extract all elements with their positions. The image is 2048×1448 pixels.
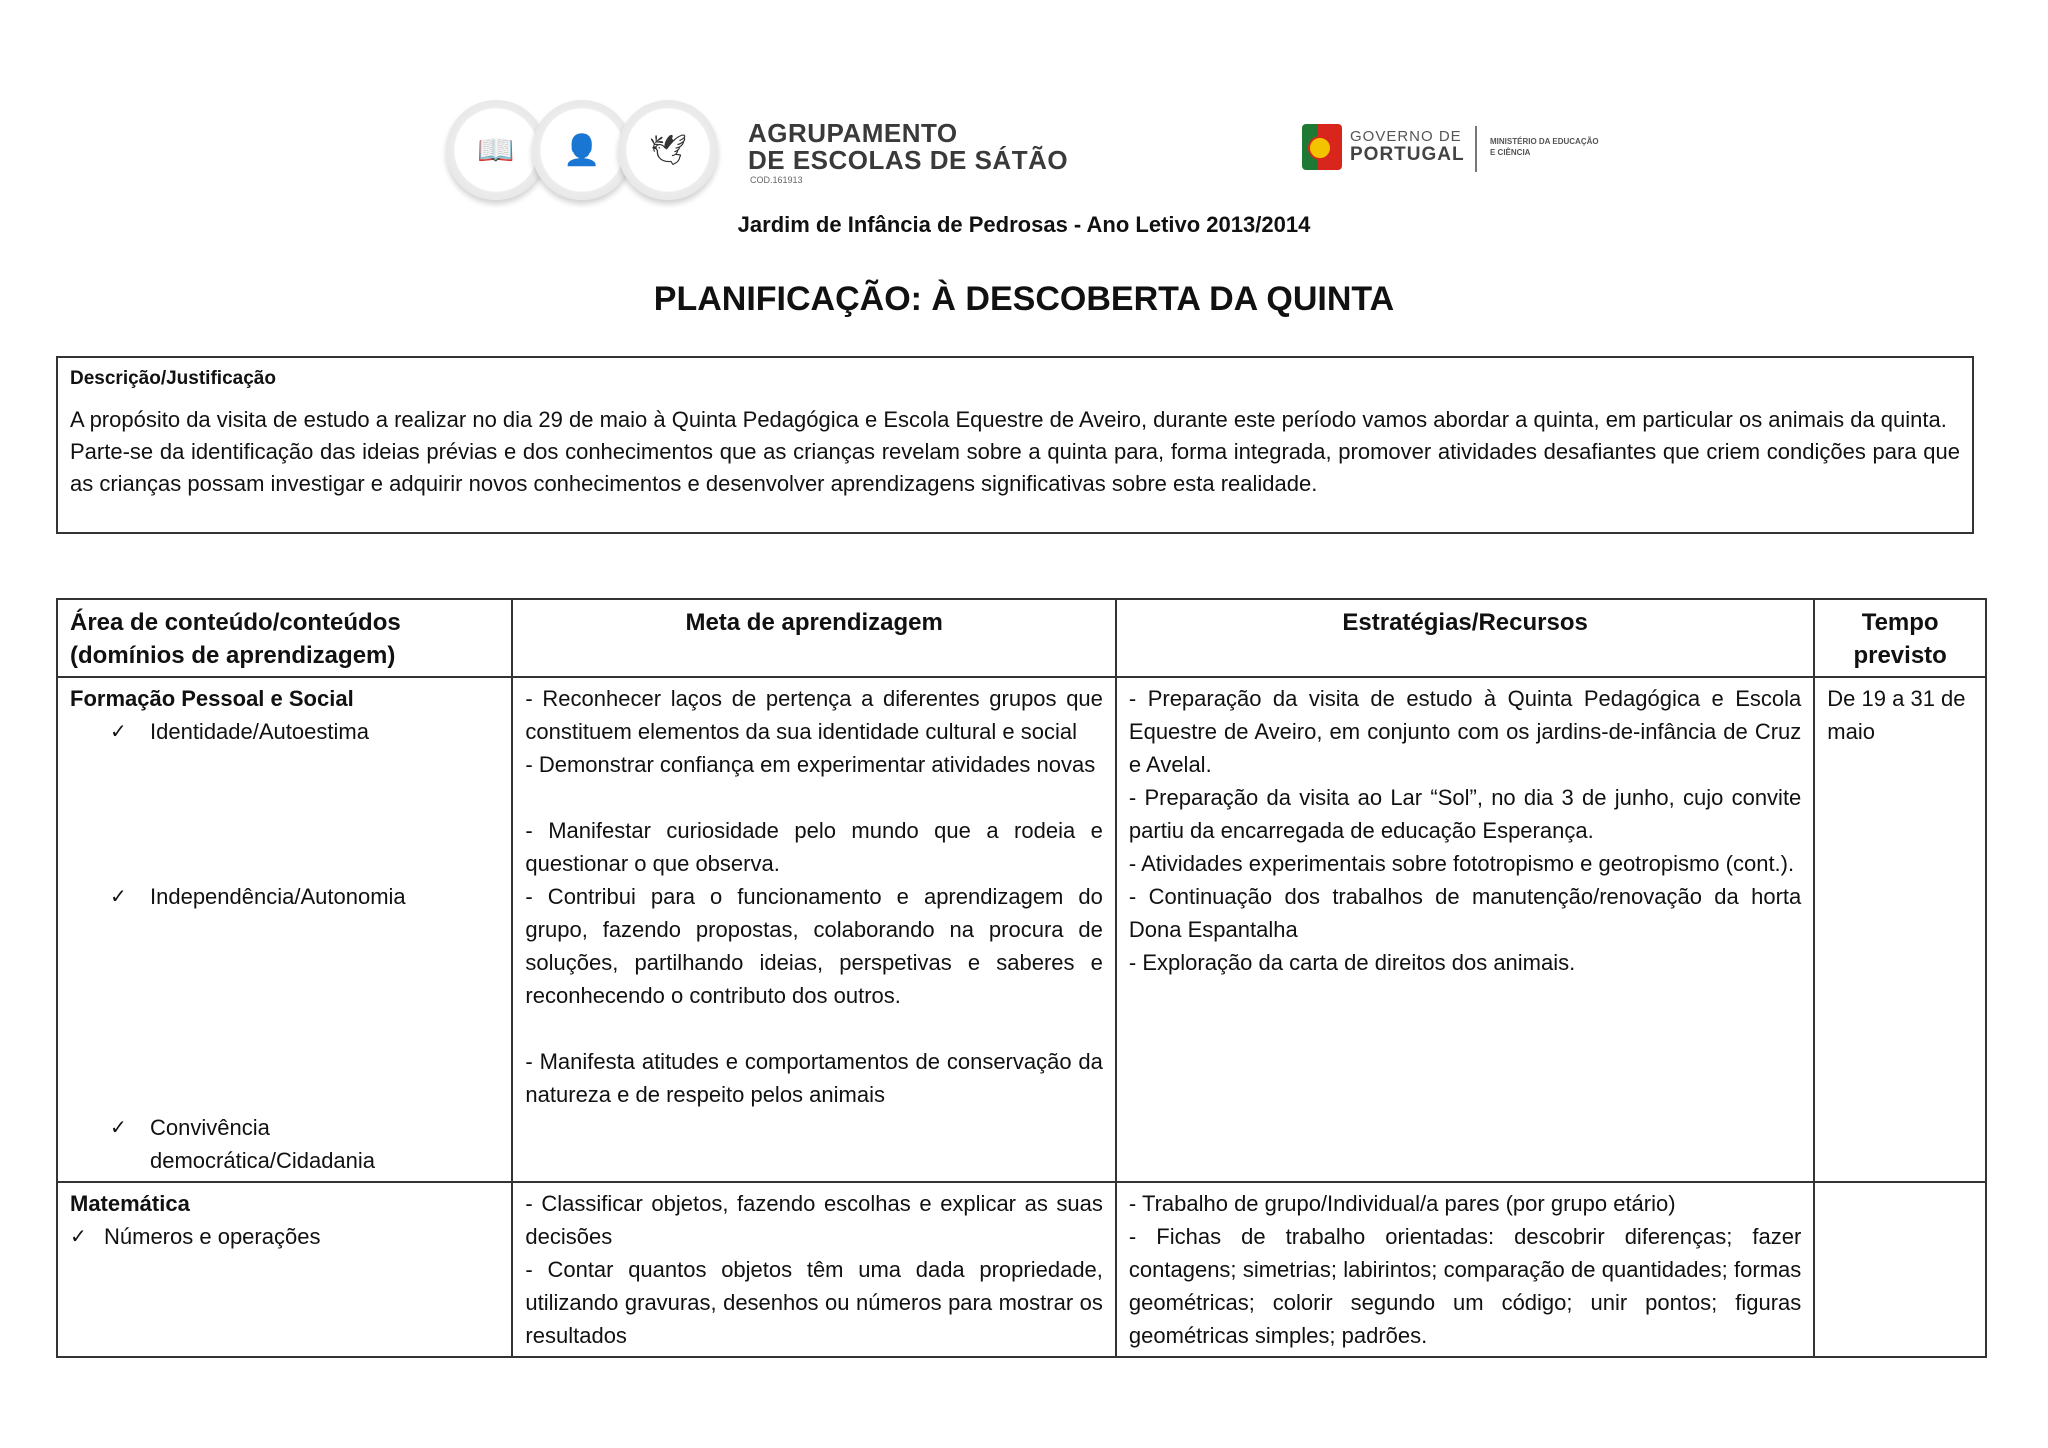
estrategia-item: - Atividades experimentais sobre fototropismo e geotropismo (cont.). bbox=[1128, 851, 1795, 876]
description-heading: Descrição/Justificação bbox=[70, 368, 276, 389]
header-area-line2: (domínios de aprendizagem) bbox=[70, 642, 396, 669]
header-tempo-line2: previsto bbox=[1853, 642, 1947, 669]
checkmark-icon: ✓ bbox=[70, 1224, 87, 1248]
area-title: Matemática bbox=[70, 1191, 190, 1216]
header-tempo bbox=[1814, 599, 1986, 677]
header-meta: Meta de aprendizagem bbox=[512, 599, 1115, 677]
estrategia-item: - Preparação da visita ao Lar “Sol”, no dia 3 de junho, cujo convite partiu da encarregada de educação Esperança. bbox=[1128, 785, 1802, 843]
government-logo-text bbox=[1350, 128, 1465, 164]
document-header bbox=[0, 0, 2048, 200]
gov-line1: GOVERNO DE bbox=[1350, 128, 1462, 145]
domain-item bbox=[70, 715, 499, 748]
logo-divider bbox=[1475, 126, 1477, 172]
agrupamento-line1: AGRUPAMENTO bbox=[748, 118, 958, 148]
tempo-cell bbox=[1814, 1182, 1986, 1357]
ministry-text bbox=[1490, 136, 1599, 158]
meta-item: - Reconhecer laços de pertença a diferentes grupos que constituem elementos da sua identidade cultural e social bbox=[525, 686, 1103, 744]
domain-item bbox=[70, 1111, 499, 1177]
meta-item: - Contar quantos objetos têm uma dada propriedade, utilizando gravuras, desenhos ou números para mostrar os resultados bbox=[525, 1257, 1103, 1348]
meta-item: - Manifesta atitudes e comportamentos de conservação da natureza e de respeito pelos animais bbox=[525, 1049, 1103, 1107]
meta-cell bbox=[512, 1182, 1115, 1357]
estrategia-item: - Fichas de trabalho orientadas: descobrir diferenças; fazer contagens; simetrias; labirintos; comparação de quantidades; formas geométricas; colorir segundo um código; unir pontos; figuras geométricas simples; padrões. bbox=[1128, 1224, 1802, 1348]
school-seal-bird-icon: 🕊 bbox=[618, 100, 718, 200]
domain-label-line2: democrática/Cidadania bbox=[150, 1148, 376, 1173]
checkmark-icon: ✓ bbox=[110, 884, 127, 908]
header-estrategias: Estratégias/Recursos bbox=[1116, 599, 1814, 677]
domain-label: Identidade/Autoestima bbox=[150, 719, 369, 744]
header-tempo-line1: Tempo bbox=[1861, 609, 1939, 636]
estrategia-item: - Exploração da carta de direitos dos animais. bbox=[1128, 950, 1576, 975]
school-seal-portrait-icon: 👤 bbox=[532, 100, 632, 200]
description-box bbox=[56, 356, 1974, 534]
portugal-flag-icon bbox=[1302, 124, 1342, 170]
domain-item bbox=[70, 1220, 499, 1253]
planning-table bbox=[56, 598, 1987, 1358]
page-title: PLANIFICAÇÃO: À DESCOBERTA DA QUINTA bbox=[653, 280, 1395, 318]
estrategias-cell bbox=[1116, 677, 1814, 1182]
school-seal-book-icon: 📖 bbox=[446, 100, 546, 200]
area-title: Formação Pessoal e Social bbox=[70, 686, 354, 711]
estrategia-item: - Preparação da visita de estudo à Quinta Pedagógica e Escola Equestre de Aveiro, em conjunto com os jardins-de-infância de Cruz e Avelal. bbox=[1128, 686, 1802, 777]
estrategia-item: - Continuação dos trabalhos de manutenção/renovação da horta Dona Espantalha bbox=[1128, 884, 1802, 942]
agrupamento-code: COD.161913 bbox=[750, 175, 803, 185]
checkmark-icon: ✓ bbox=[110, 719, 127, 743]
meta-item: - Contribui para o funcionamento e aprendizagem do grupo, fazendo propostas, colaborando na procura de soluções, partilhando ideias, perspetivas e saberes e reconhecendo o contributo dos outros. bbox=[525, 884, 1103, 1008]
tempo-cell: De 19 a 31 de maio bbox=[1814, 677, 1986, 1182]
gov-line2: PORTUGAL bbox=[1350, 144, 1465, 165]
meta-cell bbox=[512, 677, 1115, 1182]
estrategias-cell bbox=[1116, 1182, 1814, 1357]
description-paragraph: Parte-se da identificação das ideias prévias e dos conhecimentos que as crianças revelam sobre a quinta para, forma integrada, promover atividades desafiantes que criem condições para que as crianças possam investigar e adquirir novos conhecimentos e desenvolver aprendizagens significativas sobre esta realidade. bbox=[70, 439, 1960, 496]
table-row bbox=[57, 677, 1986, 1182]
domain-label: Números e operações bbox=[104, 1224, 321, 1249]
area-cell bbox=[57, 1182, 512, 1357]
header-area-line1: Área de conteúdo/conteúdos bbox=[70, 609, 401, 636]
ministry-line2: E CIÊNCIA bbox=[1490, 148, 1531, 157]
area-cell bbox=[57, 677, 512, 1182]
meta-item: - Classificar objetos, fazendo escolhas e explicar as suas decisões bbox=[525, 1191, 1103, 1249]
checkmark-icon: ✓ bbox=[110, 1115, 127, 1139]
meta-item: - Manifestar curiosidade pelo mundo que a rodeia e questionar o que observa. bbox=[525, 818, 1103, 876]
table-header-row bbox=[57, 599, 1986, 677]
school-year-subtitle: Jardim de Infância de Pedrosas - Ano Letivo 2013/2014 bbox=[737, 212, 1311, 237]
estrategia-item: - Trabalho de grupo/Individual/a pares (por grupo etário) bbox=[1128, 1191, 1676, 1216]
table-row bbox=[57, 1182, 1986, 1357]
ministry-line1: MINISTÉRIO DA EDUCAÇÃO bbox=[1490, 137, 1599, 146]
meta-item: - Demonstrar confiança em experimentar atividades novas bbox=[525, 752, 1096, 777]
agrupamento-logo-text bbox=[748, 120, 1068, 174]
domain-label: Independência/Autonomia bbox=[150, 884, 406, 909]
header-area bbox=[57, 599, 512, 677]
domain-item bbox=[70, 880, 499, 913]
domain-label bbox=[150, 1111, 375, 1177]
domain-label-line1: Convivência bbox=[150, 1115, 270, 1140]
agrupamento-line2: DE ESCOLAS DE SÁTÃO bbox=[748, 145, 1069, 175]
description-paragraph: A propósito da visita de estudo a realizar no dia 29 de maio à Quinta Pedagógica e Escola Equestre de Aveiro, durante este período vamos abordar a quinta, em particular os animais da quinta. bbox=[70, 407, 1947, 432]
